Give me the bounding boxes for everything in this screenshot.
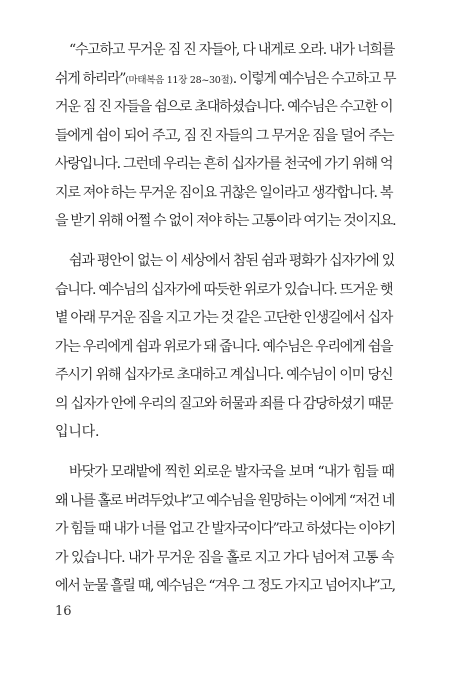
text-line: 습니다. 예수님의 십자가에 따듯한 위로가 있습니다. 뜨거운 햇	[55, 281, 393, 298]
text-line: 사랑입니다. 그런데 우리는 흔히 십자가를 천국에 가기 위해 억	[55, 156, 393, 172]
text-line: 을 받기 위해 어쩔 수 없이 져야 하는 고통이라 여기는 것이지요.	[55, 213, 396, 229]
text-line: 의 십자가 안에 우리의 질고와 허물과 죄를 다 감당하셨기 때문	[55, 395, 393, 412]
text-line: 입니다.	[55, 424, 100, 440]
paragraph-3	[55, 458, 395, 601]
text-line-with-reference	[55, 65, 395, 94]
paragraph-1	[55, 36, 395, 236]
paragraph-2	[55, 247, 395, 447]
text-line: 가 힘들 때 내가 너를 업고 간 발자국이다”라고 하셨다는 이야기	[55, 521, 395, 537]
text-segment: 쉬게 하리라”	[55, 70, 126, 87]
text-line: 주시기 위해 십자가로 초대하고 계십니다. 예수님이 이미 당신	[55, 367, 393, 383]
text-line: 가 있습니다. 내가 무거운 짐을 홀로 지고 가다 넘어져 고통 속	[55, 549, 394, 566]
text-line: 쉼과 평안이 없는 이 세상에서 참된 쉼과 평화가 십자가에 있	[69, 253, 395, 269]
text-line: 볕 아래 무거운 짐을 지고 가는 것 같은 고단한 인생길에서 십자	[55, 310, 393, 326]
text-line: 거운 짐 진 자들을 쉼으로 초대하셨습니다. 예수님은 수고한 이	[55, 99, 393, 115]
text-line: 들에게 쉼이 되어 주고, 짐 진 자들의 그 무거운 짐을 덜어 주는	[55, 127, 394, 144]
text-segment: . 이렇게 예수님은 수고하고 무	[232, 70, 396, 87]
scripture-reference: (마태복음 11장 28~30절)	[125, 74, 233, 86]
text-line: 에서 눈물 흘릴 때, 예수님은 “겨우 그 정도 가지고 넘어지냐”고,	[55, 578, 395, 594]
text-line: 가는 우리에게 쉼과 위로가 돼 줍니다. 예수님은 우리에게 쉼을	[55, 338, 393, 355]
text-line: 바닷가 모래밭에 찍힌 외로운 발자국을 보며 “내가 힘들 때	[69, 464, 395, 480]
text-line: 지로 져야 하는 무거운 짐이요 귀찮은 일이라고 생각합니다. 복	[55, 184, 393, 201]
text-line: 왜 나를 홀로 버려두었냐”고 예수님을 원망하는 이에게 “저건 네	[55, 492, 395, 509]
text-line: “수고하고 무거운 짐 진 자들아, 다 내게로 오라. 내가 너희를	[69, 42, 395, 58]
page-number: 16	[55, 604, 72, 619]
